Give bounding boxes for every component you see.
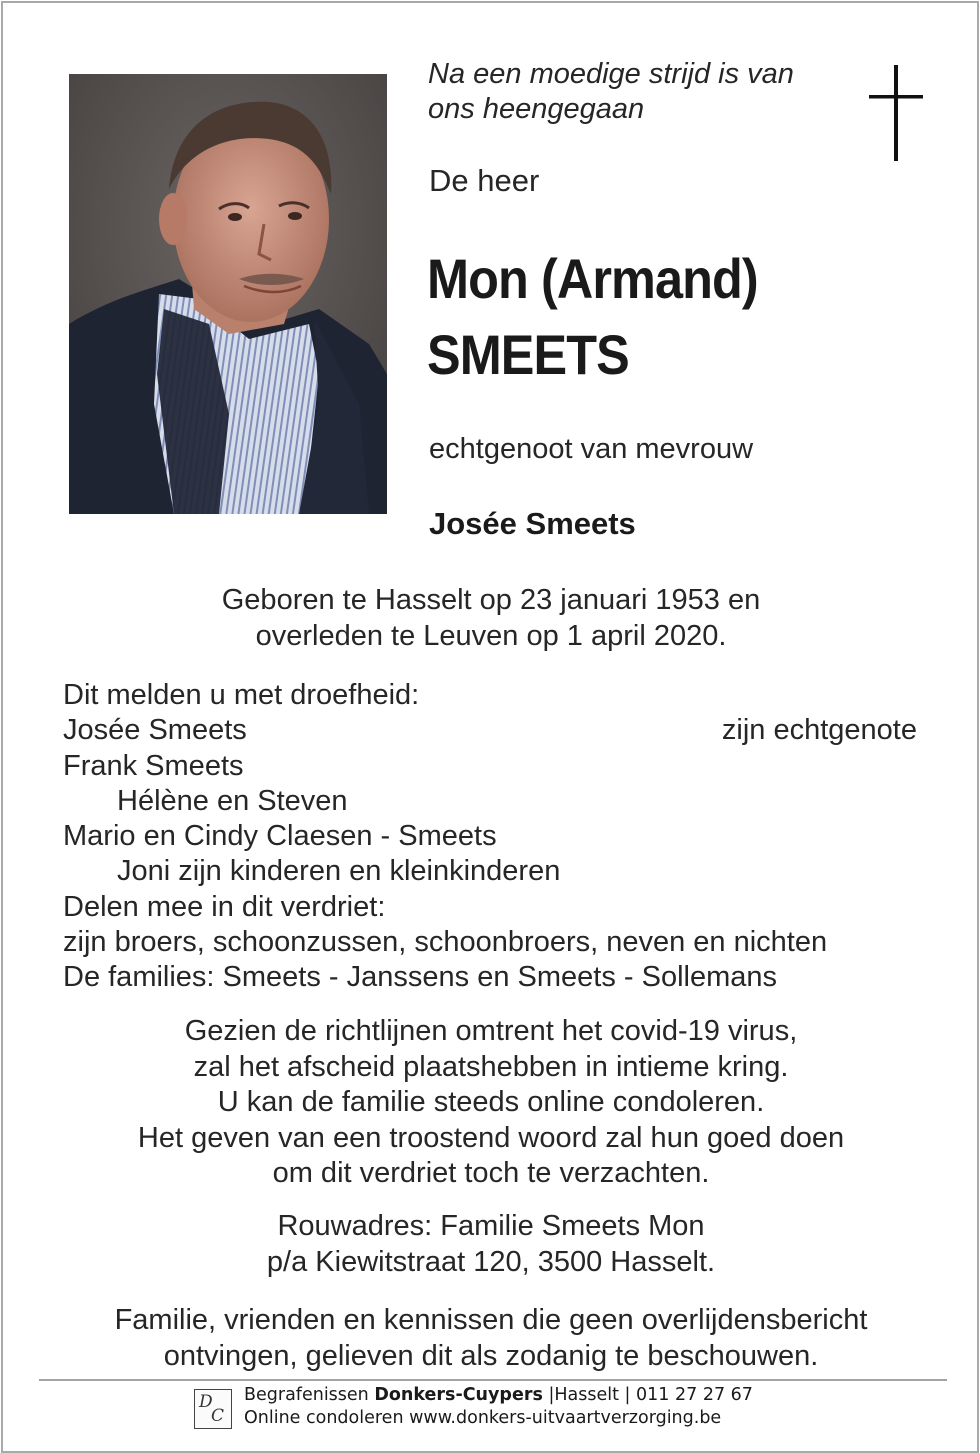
families-line: De families: Smeets - Janssens en Smeets - Sollemans bbox=[63, 961, 777, 994]
deceased-last-name: SMEETS bbox=[427, 323, 629, 386]
mourner-grandchildren-1: Hélène en Steven bbox=[117, 784, 348, 817]
logo-letter-d: D bbox=[199, 1392, 213, 1412]
mourner-child-1: Frank Smeets bbox=[63, 749, 244, 782]
mourners-list bbox=[63, 678, 923, 996]
mourners-heading: Dit melden u met droefheid: bbox=[63, 679, 420, 711]
deceased-first-name: Mon (Armand) bbox=[427, 247, 758, 310]
funeral-home-phone: 011 27 27 67 bbox=[636, 1385, 753, 1405]
address-line-2: p/a Kiewitstraat 120, 3500 Hasselt. bbox=[266, 1245, 716, 1278]
latin-cross-icon bbox=[867, 65, 925, 161]
footer-separator-2: | bbox=[624, 1385, 631, 1405]
intro-line-2: ons heengegaan bbox=[428, 93, 645, 125]
mourner-spouse-relation: zijn echtgenote bbox=[721, 714, 917, 747]
footer-separator-1: | bbox=[548, 1385, 555, 1405]
footer-divider bbox=[39, 1379, 947, 1381]
mourning-address bbox=[3, 1209, 979, 1280]
honorific: De heer bbox=[429, 163, 540, 198]
mourner-child-2: Mario en Cindy Claesen - Smeets bbox=[63, 820, 497, 853]
life-dates-line-2: overleden te Leuven op 1 april 2020. bbox=[255, 619, 727, 652]
relatives-line: zijn broers, schoonzussen, schoonbroers, neven en nichten bbox=[63, 926, 828, 959]
funeral-home-city: Hasselt bbox=[554, 1385, 619, 1405]
portrait-illustration bbox=[69, 74, 387, 514]
covid-notice-line-2: zal het afscheid plaatshebben in intieme kring. bbox=[193, 1050, 789, 1083]
share-heading: Delen mee in dit verdriet: bbox=[63, 890, 386, 923]
spouse-intro: echtgenoot van mevrouw bbox=[429, 433, 754, 465]
mourner-grandchildren-2: Joni zijn kinderen en kleinkinderen bbox=[117, 855, 561, 888]
closing-text bbox=[3, 1303, 979, 1374]
funeral-home-info bbox=[244, 1384, 753, 1430]
funeral-home-logo bbox=[194, 1389, 232, 1429]
covid-notice-line-5: om dit verdriet toch te verzachten. bbox=[272, 1157, 710, 1189]
mourner-spouse bbox=[63, 713, 923, 748]
intro-line-1: Na een moedige strijd is van bbox=[428, 58, 794, 90]
funeral-home-company: Donkers-Cuypers bbox=[374, 1385, 543, 1405]
covid-notice-line-4: Het geven van een troostend woord zal hun goed doen bbox=[137, 1121, 845, 1154]
covid-notice bbox=[3, 1014, 979, 1192]
closing-line-1: Familie, vrienden en kennissen die geen overlijdensbericht bbox=[114, 1304, 868, 1336]
mourner-spouse-name: Josée Smeets bbox=[63, 714, 247, 747]
life-dates-line-1: Geboren te Hasselt op 23 januari 1953 en bbox=[221, 584, 761, 616]
funeral-home-line-2[interactable]: Online condoleren www.donkers-uitvaartverzorging.be bbox=[244, 1408, 722, 1428]
covid-notice-line-3: U kan de familie steeds online condoleren. bbox=[217, 1086, 765, 1118]
funeral-home-line-1 bbox=[244, 1384, 753, 1407]
covid-notice-line-1: Gezien de richtlijnen omtrent het covid-19 virus, bbox=[184, 1015, 798, 1047]
intro-text bbox=[428, 57, 848, 127]
funeral-home-prefix: Begrafenissen bbox=[244, 1385, 369, 1405]
closing-line-2: ontvingen, gelieven dit als zodanig te beschouwen. bbox=[163, 1339, 819, 1372]
death-notice-card bbox=[1, 1, 979, 1453]
life-dates bbox=[3, 583, 979, 654]
logo-letter-c: C bbox=[211, 1406, 225, 1426]
deceased-name bbox=[427, 241, 758, 393]
spouse-name: Josée Smeets bbox=[429, 506, 636, 541]
address-line-1: Rouwadres: Familie Smeets Mon bbox=[277, 1210, 705, 1242]
portrait-photo bbox=[69, 74, 387, 514]
